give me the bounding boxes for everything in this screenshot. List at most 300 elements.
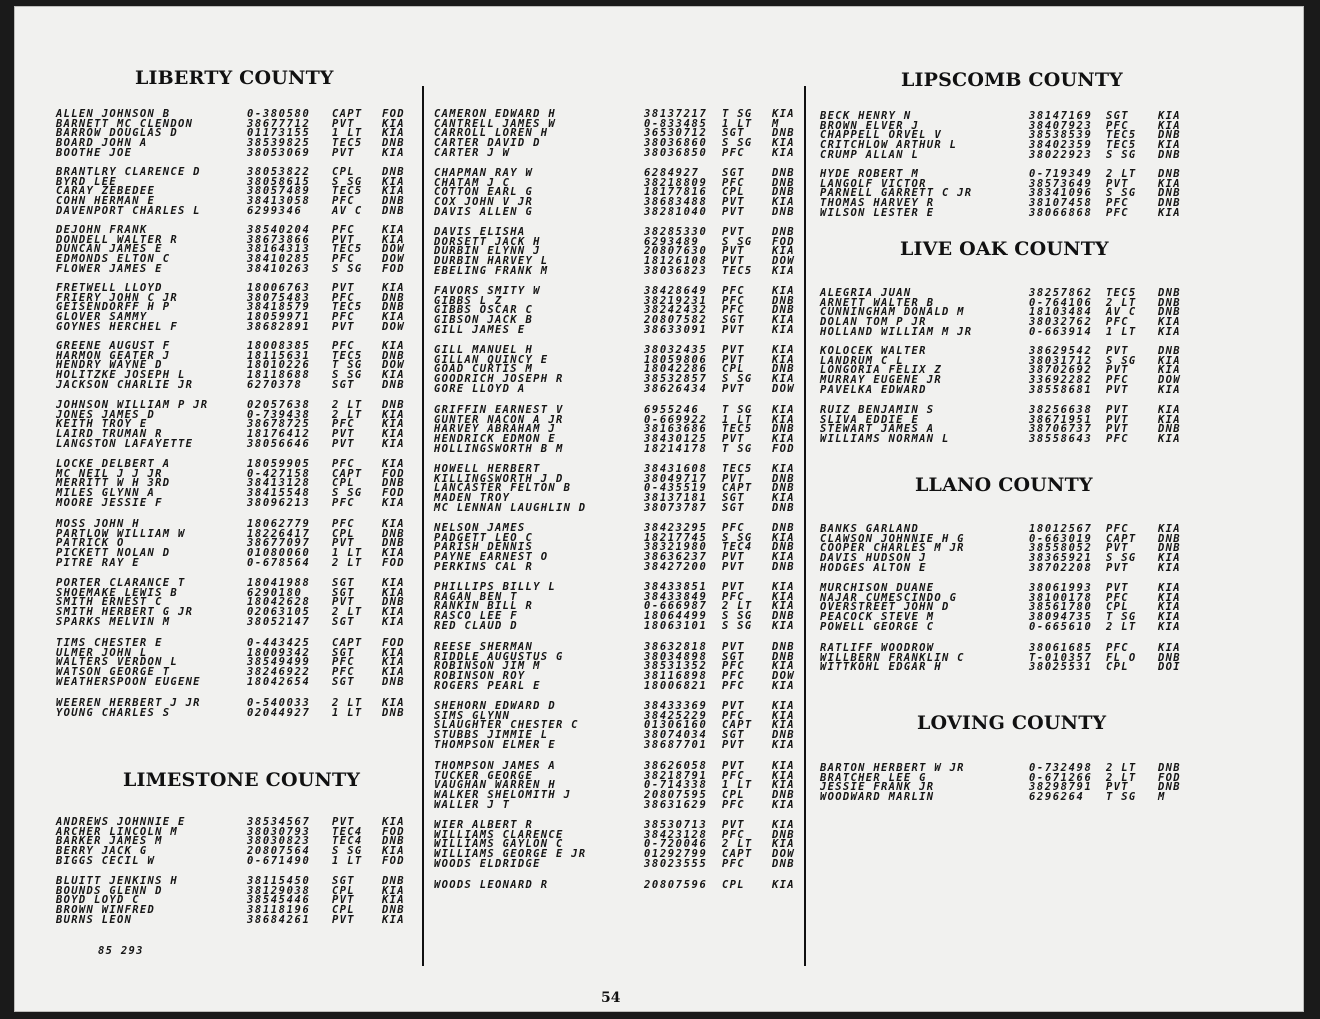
status-code: KIA (772, 196, 795, 209)
rank: PFC (332, 340, 355, 352)
soldier-name: CRITCHLOW ARTHUR L (820, 139, 958, 152)
rank: PVT (722, 205, 745, 218)
status-code: DNB (1158, 762, 1181, 774)
rank: SGT (722, 650, 745, 663)
serial-number: 0-663914 (1029, 325, 1093, 338)
status-code: KIA (382, 175, 405, 188)
serial-number: 0-665610 (1029, 620, 1093, 633)
status-code: KIA (772, 738, 795, 751)
rank: S SG (722, 531, 753, 544)
soldier-name: PARISH DENNIS (434, 541, 534, 554)
soldier-name: WIER ALBERT R (434, 819, 534, 831)
serial-number: 0-443425 (247, 637, 311, 649)
status-code: DNB (772, 729, 795, 742)
serial-number: 38066868 (1029, 206, 1093, 219)
rank: S SG (722, 235, 753, 248)
rank: SGT (722, 314, 745, 327)
serial-number: 38137181 (644, 492, 708, 505)
soldier-name: MURRAY EUGENE JR (820, 374, 942, 387)
status-code: KIA (1158, 383, 1181, 396)
soldier-name: GOYNES HERCHEL F (56, 320, 178, 333)
soldier-name: CHAPPELL ORVEL V (820, 129, 942, 142)
serial-number: 38702208 (1029, 561, 1093, 574)
status-code: DNB (1158, 129, 1181, 142)
status-code: FOD (382, 487, 405, 500)
soldier-name: CANTRELL JAMES W (434, 117, 556, 130)
rank: AV C (332, 204, 363, 217)
rank: T SG (1106, 791, 1137, 804)
soldier-name: STEWART JAMES A (820, 423, 935, 436)
serial-number: 38030793 (247, 825, 311, 838)
serial-number: 38036860 (644, 137, 708, 150)
soldier-name: WALLER J T (434, 798, 511, 811)
soldier-name: PAVELKA EDWARD (820, 383, 927, 396)
serial-number: 18042286 (644, 363, 708, 376)
status-code: DNB (772, 650, 795, 663)
rank: PFC (722, 522, 745, 534)
soldier-name: BOOTHE JOE (56, 146, 133, 159)
soldier-name: MILES GLYNN A (56, 487, 156, 500)
status-code: KIA (382, 117, 405, 130)
status-code: DNB (772, 167, 795, 179)
status-code: DNB (1158, 542, 1181, 555)
soldier-name: DUNCAN JAMES E (56, 243, 163, 256)
serial-number: 38056646 (247, 437, 311, 450)
serial-number: 0-739438 (247, 408, 311, 421)
soldier-name: BECK HENRY N (820, 110, 912, 122)
serial-number: 38558681 (1029, 383, 1093, 396)
rank: PFC (1106, 119, 1129, 132)
rank: T SG (332, 359, 363, 372)
soldier-name: BARNETT MC CLENDON (56, 117, 194, 130)
rank: S SG (1106, 148, 1137, 161)
serial-number: 38147169 (1029, 110, 1093, 122)
rank: T SG (1106, 611, 1137, 624)
soldier-name: GORE LLOYD A (434, 382, 526, 395)
rank: 2 LT (1106, 762, 1137, 774)
serial-number: 01173155 (247, 127, 311, 140)
rank: CAPT (1106, 532, 1137, 545)
status-code: DNB (772, 857, 795, 870)
soldier-name: LANDRUM C L (820, 354, 904, 367)
status-code: DNB (772, 205, 795, 218)
serial-number: 38549499 (247, 656, 311, 669)
status-code: KIA (382, 913, 405, 926)
rank: PFC (722, 285, 745, 297)
soldier-name: GILL MANUEL H (434, 344, 534, 356)
status-code: KIA (772, 404, 795, 416)
rank: PFC (1106, 197, 1129, 210)
soldier-name: ALLEN JOHNSON B (56, 108, 171, 120)
serial-number: 38532857 (644, 373, 708, 386)
serial-number: 02044927 (247, 706, 311, 719)
soldier-name: BARKER JAMES M (56, 835, 163, 848)
serial-number: 38671951 (1029, 413, 1093, 426)
rank: 1 LT (332, 127, 363, 140)
rank: TEC5 (1106, 139, 1137, 152)
soldier-name: GREENE AUGUST F (56, 340, 171, 352)
rank: PVT (1106, 542, 1129, 555)
soldier-name: WILSON LESTER E (820, 206, 935, 219)
status-code: KIA (772, 551, 795, 564)
status-code: KIA (772, 838, 795, 851)
status-code: DNB (1158, 423, 1181, 436)
soldier-name: CLAWSON JOHNNIE H G (820, 532, 965, 545)
soldier-name: WALTERS VERDON L (56, 656, 178, 669)
soldier-name: WALKER SHELOMITH J (434, 789, 572, 802)
rank: PVT (332, 282, 355, 294)
soldier-name: EBELING FRANK M (434, 264, 549, 277)
status-code: KIA (1158, 177, 1181, 190)
soldier-name: SPARKS MELVIN M (56, 615, 171, 628)
serial-number: 38031712 (1029, 354, 1093, 367)
soldier-name: WEATHERSPOON EUGENE (56, 675, 201, 688)
serial-number: 38242432 (644, 304, 708, 317)
soldier-name: THOMAS HARVEY R (820, 197, 935, 210)
serial-number: 38423128 (644, 828, 708, 841)
serial-number: 38558643 (1029, 433, 1093, 446)
soldier-name: WILLIAMS CLARENCE (434, 828, 564, 841)
soldier-name: RED CLAUD D (434, 619, 518, 632)
serial-number: 18042628 (247, 596, 311, 609)
serial-number: 6955246 (644, 404, 700, 416)
serial-number: 38433851 (644, 581, 708, 593)
status-code: KIA (382, 666, 405, 679)
status-code: DNB (382, 537, 405, 550)
serial-number: 38096213 (247, 496, 311, 509)
rank: CPL (722, 789, 745, 802)
status-code: KIA (1158, 354, 1181, 367)
status-code: KIA (772, 413, 795, 426)
soldier-name: BOARD JOHN A (56, 137, 148, 150)
status-code: DOW (382, 243, 405, 256)
status-code: KIA (772, 344, 795, 356)
status-code: DNB (772, 641, 795, 653)
serial-number: 38415548 (247, 487, 311, 500)
status-code: KIA (1158, 404, 1181, 416)
soldier-name: PARNELL GARRETT C JR (820, 187, 973, 200)
status-code: FOD (772, 235, 795, 248)
soldier-name: CHAPMAN RAY W (434, 167, 534, 179)
soldier-name: CUNNINGHAM DONALD M (820, 306, 965, 319)
rank: 1 LT (1106, 325, 1137, 338)
soldier-name: REESE SHERMAN (434, 641, 534, 653)
soldier-name: CARTER J W (434, 146, 511, 159)
rank: PFC (722, 670, 745, 683)
rank: PFC (332, 496, 355, 509)
soldier-name: EDMONDS ELTON C (56, 253, 171, 266)
status-code: KIA (382, 845, 405, 858)
status-code: KIA (1158, 642, 1181, 654)
soldier-name: SLAUGHTER CHESTER C (434, 719, 579, 732)
serial-number: 18062779 (247, 518, 311, 530)
soldier-name: ULMER JOHN L (56, 646, 148, 659)
rank: PVT (1106, 177, 1129, 190)
rank: PFC (332, 253, 355, 266)
status-code: KIA (772, 819, 795, 831)
serial-number: T-010357 (1029, 651, 1093, 664)
status-code: DNB (1158, 168, 1181, 180)
status-code: DNB (382, 137, 405, 150)
soldier-name: NELSON JAMES (434, 522, 526, 534)
serial-number: 38049717 (644, 472, 708, 485)
status-code: KIA (772, 700, 795, 712)
status-code: DNB (1158, 296, 1181, 309)
serial-number: 38218809 (644, 176, 708, 189)
soldier-name: GUNTER NACON A JR (434, 413, 564, 426)
rank: PFC (722, 857, 745, 870)
soldier-name: COX JOHN V JR (434, 196, 534, 209)
rank: CPL (332, 166, 355, 178)
soldier-name: CRUMP ALLAN L (820, 148, 920, 161)
rank: SGT (332, 875, 355, 887)
serial-number: 38073787 (644, 501, 708, 514)
serial-number: 38022923 (1029, 148, 1093, 161)
serial-number: 38257862 (1029, 287, 1093, 299)
soldier-name: SHOEMAKE LEWIS B (56, 586, 178, 599)
rank: 1 LT (332, 547, 363, 560)
soldier-name: JACKSON CHARLIE JR (56, 378, 194, 391)
soldier-name: RAGAN BEN T (434, 590, 518, 603)
soldier-name: JONES JAMES D (56, 408, 156, 421)
serial-number: 38057489 (247, 185, 311, 198)
rank: SGT (722, 729, 745, 742)
status-code: DNB (382, 477, 405, 490)
serial-number: 38129038 (247, 884, 311, 897)
status-code: DNB (382, 904, 405, 917)
rank: T SG (722, 108, 753, 120)
rank: 2 LT (722, 600, 753, 613)
soldier-name: WILLIAMS GEORGE E JR (434, 848, 587, 861)
serial-number: 38256638 (1029, 404, 1093, 416)
rank: S SG (722, 619, 753, 632)
soldier-name: HARMON GEATER J (56, 349, 171, 362)
serial-number: 38425229 (644, 709, 708, 722)
status-code: DNB (382, 399, 405, 411)
soldier-name: BARROW DOUGLAS D (56, 127, 178, 140)
soldier-name: BURNS LEON (56, 913, 133, 926)
serial-number: 38032435 (644, 344, 708, 356)
soldier-name: HOLLAND WILLIAM M JR (820, 325, 973, 338)
rank: SGT (722, 127, 745, 140)
status-code: DNB (382, 875, 405, 887)
column-divider-right (804, 86, 806, 966)
soldier-name: LONGORIA FELIX Z (820, 364, 942, 377)
rank: PVT (722, 738, 745, 751)
soldier-name: GIBBS L Z (434, 294, 503, 307)
serial-number: 38402359 (1029, 139, 1093, 152)
rank: SGT (332, 675, 355, 688)
rank: SGT (332, 378, 355, 391)
serial-number: 01306160 (644, 719, 708, 732)
soldier-name: ROGERS PEARL E (434, 679, 541, 692)
status-code: KIA (772, 492, 795, 505)
rank: SGT (332, 586, 355, 599)
serial-number: 0-427158 (247, 467, 311, 480)
status-code: FOD (382, 825, 405, 838)
serial-number: 38433849 (644, 590, 708, 603)
rank: CPL (1106, 601, 1129, 614)
rank: PFC (332, 311, 355, 324)
status-code: DOW (772, 848, 795, 861)
soldier-name: BERRY JACK G (56, 845, 148, 858)
status-code: KIA (772, 660, 795, 673)
soldier-name: ROBINSON JIM M (434, 660, 541, 673)
rank: 2 LT (1106, 296, 1137, 309)
status-code: KIA (1158, 316, 1181, 329)
serial-number: 38636237 (644, 551, 708, 564)
serial-number: 38431608 (644, 463, 708, 475)
rank: 1 LT (722, 413, 753, 426)
serial-number: 20807595 (644, 789, 708, 802)
soldier-name: COHN HERMAN E (56, 195, 156, 208)
serial-number: 6296264 (1029, 791, 1085, 804)
soldier-name: DURBIN ELYNN J (434, 245, 541, 258)
rank: PFC (722, 828, 745, 841)
rank: PFC (722, 769, 745, 782)
rank: CAPT (332, 108, 363, 120)
soldier-name: MOSS JOHN H (56, 518, 140, 530)
status-code: KIA (382, 437, 405, 450)
rank: CAPT (332, 467, 363, 480)
rank: PVT (1106, 561, 1129, 574)
serial-number: 0-666987 (644, 600, 708, 613)
status-code: DOW (772, 382, 795, 395)
serial-number: 38678725 (247, 418, 311, 431)
status-code: FOD (382, 556, 405, 569)
serial-number: 18217745 (644, 531, 708, 544)
county-title-limestone: LIMESTONE COUNTY (123, 769, 361, 791)
status-code: DNB (1158, 197, 1181, 210)
status-code: DNB (382, 675, 405, 688)
rank: PVT (1106, 345, 1129, 357)
soldier-name: PERKINS CAL R (434, 560, 534, 573)
serial-number: 38036850 (644, 146, 708, 159)
rank: PFC (332, 518, 355, 530)
status-code: KIA (1158, 552, 1181, 565)
soldier-name: JESSIE FRANK JR (820, 781, 935, 794)
rank: CAPT (722, 482, 753, 495)
status-code: KIA (772, 373, 795, 386)
county-title-llano: LLANO COUNTY (915, 474, 1093, 496)
serial-number: 18042654 (247, 675, 311, 688)
soldier-name: PEACOCK STEVE M (820, 611, 935, 624)
soldier-name: FAVORS SMITY W (434, 285, 541, 297)
serial-number: 0-714338 (644, 779, 708, 792)
status-code: KIA (1158, 139, 1181, 152)
serial-number: 0-663019 (1029, 532, 1093, 545)
rank: CPL (722, 186, 745, 199)
soldier-name: SLIVA EDDIE E (820, 413, 920, 426)
serial-number: 38631629 (644, 798, 708, 811)
rank: TEC4 (332, 835, 363, 848)
status-code: DNB (1158, 345, 1181, 357)
serial-number: 38702692 (1029, 364, 1093, 377)
rank: S SG (1106, 552, 1137, 565)
status-code: KIA (772, 433, 795, 446)
soldier-name: CAMERON EDWARD H (434, 108, 556, 120)
serial-number: 38633091 (644, 323, 708, 336)
status-code: KIA (1158, 561, 1181, 574)
rank: PFC (722, 660, 745, 673)
rank: SGT (722, 167, 745, 179)
status-code: KIA (772, 245, 795, 258)
status-code: KIA (772, 531, 795, 544)
soldier-name: SMITH HERBERT G JR (56, 606, 194, 619)
serial-number: 38683488 (644, 196, 708, 209)
serial-number: 18059806 (644, 353, 708, 366)
serial-number: 01292799 (644, 848, 708, 861)
serial-number: 38246922 (247, 666, 311, 679)
serial-number: 6293489 (644, 235, 700, 248)
rank: PFC (1106, 591, 1129, 604)
serial-number: 38094735 (1029, 611, 1093, 624)
soldier-name: CARROLL LOREN H (434, 127, 549, 140)
serial-number: 38052147 (247, 615, 311, 628)
serial-number: 33692282 (1029, 374, 1093, 387)
rank: PVT (722, 472, 745, 485)
status-code: KIA (772, 146, 795, 159)
rank: 2 LT (1106, 771, 1137, 784)
status-code: DNB (382, 195, 405, 208)
status-code: FOD (382, 854, 405, 867)
status-code: KIA (772, 760, 795, 772)
rank: CPL (332, 477, 355, 490)
status-code: KIA (382, 185, 405, 198)
serial-number: 18176412 (247, 428, 311, 441)
soldier-name: GILL JAMES E (434, 323, 526, 336)
status-code: KIA (382, 428, 405, 441)
county-title-liveoak: LIVE OAK COUNTY (900, 238, 1109, 260)
status-code: DNB (1158, 651, 1181, 664)
serial-number: 38573649 (1029, 177, 1093, 190)
status-code: KIA (382, 408, 405, 421)
status-code: DNB (772, 828, 795, 841)
soldier-name: DAVIS ELISHA (434, 226, 526, 238)
serial-number: 36530712 (644, 127, 708, 140)
soldier-name: GIBBS OSCAR C (434, 304, 534, 317)
soldier-name: STUBBS JIMMIE L (434, 729, 549, 742)
status-code: KIA (1158, 620, 1181, 633)
soldier-name: GOODRICH JOSEPH R (434, 373, 564, 386)
serial-number: 38321980 (644, 541, 708, 554)
serial-number: 38107458 (1029, 197, 1093, 210)
soldier-name: DONDELL WALTER R (56, 233, 178, 246)
rank: PFC (722, 176, 745, 189)
rank: PFC (332, 458, 355, 470)
serial-number: 38531352 (644, 660, 708, 673)
status-code: DNB (772, 186, 795, 199)
rank: S SG (722, 137, 753, 150)
status-code: DNB (772, 501, 795, 514)
serial-number: 01080060 (247, 547, 311, 560)
serial-number: 38626434 (644, 382, 708, 395)
serial-number: 38545446 (247, 894, 311, 907)
status-code: DNB (382, 291, 405, 304)
rank: AV C (1106, 306, 1137, 319)
serial-number: 38058615 (247, 175, 311, 188)
rank: PVT (332, 117, 355, 130)
soldier-name: LOCKE DELBERT A (56, 458, 171, 470)
status-code: KIA (382, 656, 405, 669)
rank: S SG (332, 262, 363, 275)
rank: FL O (1106, 651, 1137, 664)
rank: TEC5 (1106, 287, 1137, 299)
rank: PVT (332, 146, 355, 159)
rank: 2 LT (332, 556, 363, 569)
status-code: KIA (1158, 582, 1181, 594)
status-code: FOD (1158, 771, 1181, 784)
